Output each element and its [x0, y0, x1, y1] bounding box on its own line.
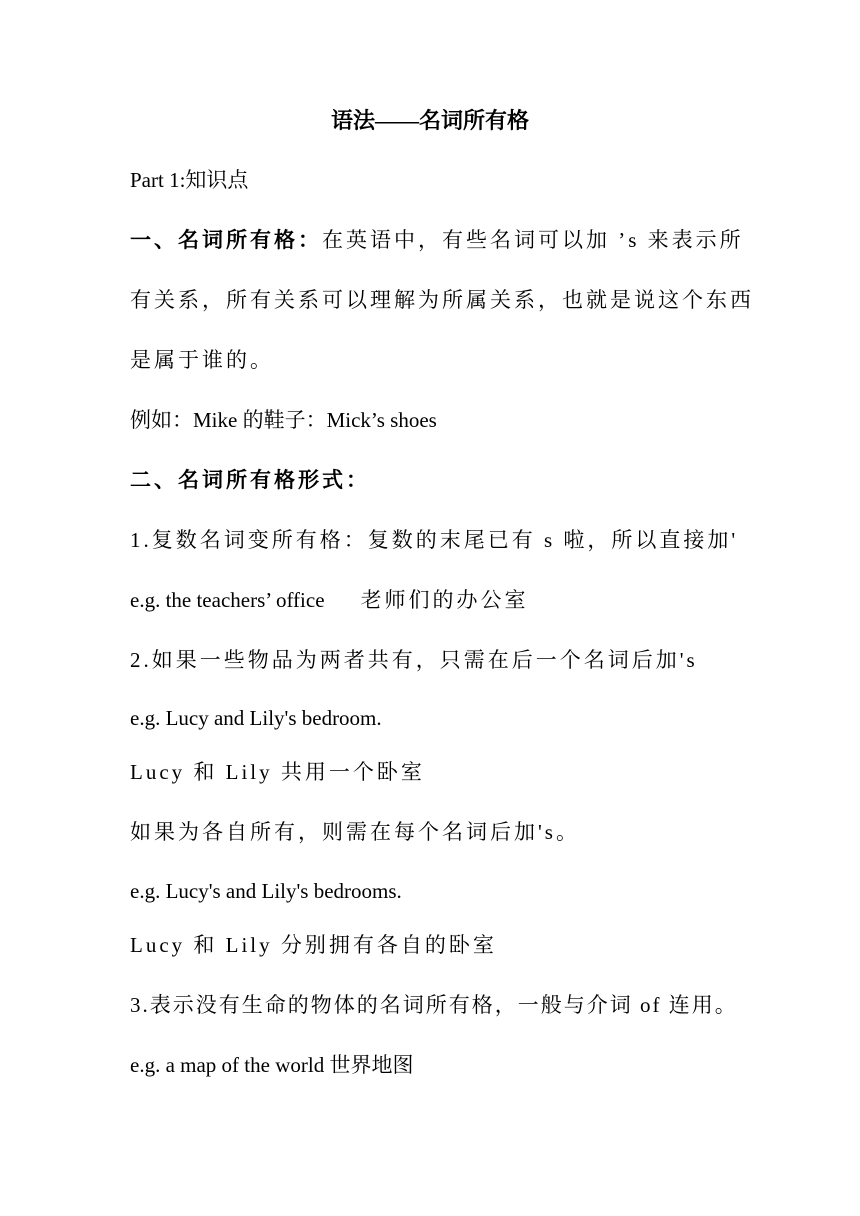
rule-2: 2.如果一些物品为两者共有，只需在后一个名词后加's: [130, 648, 698, 672]
rule-1: 1.复数名词变所有格：复数的末尾已有 s 啦，所以直接加': [130, 528, 739, 552]
rule-3: 3.表示没有生命的物体的名词所有格，一般与介词 of 连用。: [130, 993, 738, 1017]
section2-heading: 二、名词所有格形式：: [130, 468, 370, 492]
rule-2-example-2-zh: Lucy 和 Lily 分别拥有各自的卧室: [130, 933, 497, 957]
part-heading: Part 1:知识点: [130, 168, 249, 192]
section1-text-a: 在英语中，有些名词可以加 ’s 来表示所: [322, 228, 744, 252]
rule-2-example-2: e.g. Lucy's and Lily's bedrooms.: [130, 879, 402, 903]
rule-1-example-en: e.g. the teachers’ office: [130, 588, 325, 612]
rule-2-example-1: e.g. Lucy and Lily's bedroom.: [130, 706, 382, 730]
section1-heading: 一、名词所有格：: [130, 228, 322, 252]
section1-text-b: 有关系，所有关系可以理解为所属关系，也就是说这个东西: [130, 288, 754, 312]
rule-2-example-1-zh: Lucy 和 Lily 共用一个卧室: [130, 760, 425, 784]
rule-1-example: [130, 586, 529, 614]
document-title: 语法——名词所有格: [330, 108, 529, 133]
section1-line-1: [130, 226, 744, 254]
section1-example: 例如：Mike 的鞋子：Mick’s shoes: [130, 408, 437, 432]
rule-1-example-zh: 老师们的办公室: [360, 588, 529, 612]
section1-text-c: 是属于谁的。: [130, 348, 274, 372]
rule-3-example: e.g. a map of the world 世界地图: [130, 1053, 414, 1077]
rule-2-note: 如果为各自所有，则需在每个名词后加's。: [130, 820, 580, 844]
